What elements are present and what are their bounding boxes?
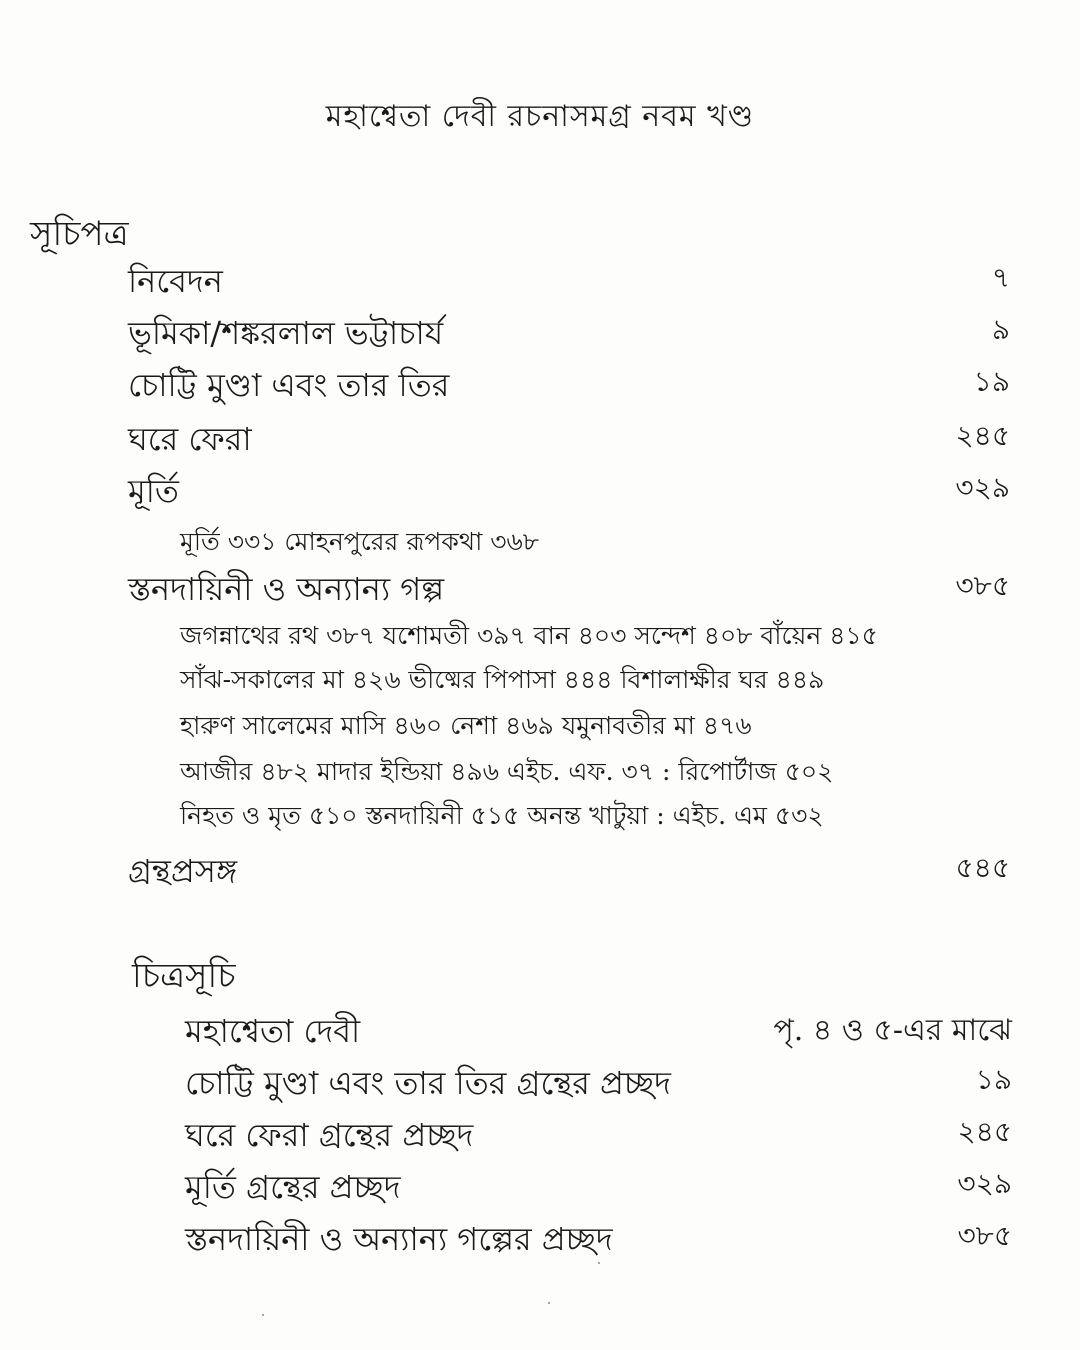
contents-heading: সূচিপত্র bbox=[30, 214, 129, 254]
toc-entry-title: নিবেদন bbox=[128, 262, 223, 300]
illustration-entry-title: স্তনদায়িনী ও অন্যান্য গল্পের প্রচ্ছদ bbox=[185, 1220, 613, 1258]
illustration-entry-page: পৃ. ৪ ও ৫-এর মাঝে bbox=[773, 1013, 1012, 1048]
story-list-line: আজীর ৪৮২ মাদার ইন্ডিয়া ৪৯৬ এইচ. এফ. ৩৭ : রিপোর্টাজ ৫০২ bbox=[180, 757, 834, 786]
toc-entry-title: চোট্টি মুণ্ডা এবং তার তির bbox=[128, 366, 450, 404]
book-title: মহাশ্বেতা দেবী রচনাসমগ্র নবম খণ্ড bbox=[325, 99, 755, 134]
illustration-entry bbox=[185, 1214, 1012, 1262]
illustration-entry bbox=[185, 1110, 1012, 1158]
illustration-entry bbox=[185, 1058, 1012, 1106]
illustrations-heading: চিত্রসূচি bbox=[132, 956, 236, 996]
illustration-entry-page: ২৪৫ bbox=[957, 1115, 1012, 1148]
toc-entry-title: ঘরে ফেরা bbox=[128, 420, 252, 458]
toc-entry-title: গ্রন্থপ্রসঙ্গ bbox=[128, 852, 238, 890]
toc-entry bbox=[128, 564, 1010, 612]
toc-entry bbox=[128, 256, 1010, 304]
toc-entry bbox=[128, 846, 1010, 894]
print-speck bbox=[548, 1302, 550, 1304]
toc-entry-page: ৫৪৫ bbox=[955, 851, 1010, 884]
story-list-line: হারুণ সালেমের মাসি ৪৬০ নেশা ৪৬৯ যমুনাবতীর মা ৪৭৬ bbox=[180, 711, 752, 740]
toc-entry bbox=[128, 308, 1010, 356]
illustration-entry-title: মূর্তি গ্রন্থের প্রচ্ছদ bbox=[185, 1168, 401, 1206]
illustration-entry bbox=[185, 1162, 1012, 1210]
illustration-entry bbox=[185, 1006, 1012, 1054]
story-list-line: জগন্নাথের রথ ৩৮৭ যশোমতী ৩৯৭ বান ৪০৩ সন্দেশ ৪০৮ বাঁয়েন ৪১৫ bbox=[180, 621, 878, 650]
toc-entry-title: ভূমিকা/শঙ্করলাল ভট্টাচার্য bbox=[128, 314, 444, 352]
story-list-line: সাঁঝ-সকালের মা ৪২৬ ভীষ্মের পিপাসা ৪৪৪ বিশালাক্ষীর ঘর ৪৪৯ bbox=[180, 665, 825, 694]
illustration-entry-title: ঘরে ফেরা গ্রন্থের প্রচ্ছদ bbox=[185, 1116, 474, 1154]
print-speck bbox=[598, 1262, 600, 1264]
illustration-entry-page: ১৯ bbox=[975, 1063, 1012, 1096]
toc-entry bbox=[128, 466, 1010, 514]
toc-entry-page: ৩৮৫ bbox=[955, 569, 1010, 602]
toc-entry bbox=[128, 360, 1010, 408]
illustration-entry-page: ৩৮৫ bbox=[957, 1219, 1012, 1252]
illustration-entry-title: মহাশ্বেতা দেবী bbox=[185, 1012, 361, 1050]
story-list-line: নিহত ও মৃত ৫১০ স্তনদায়িনী ৫১৫ অনন্ত খাটুয়া : এইচ. এম ৫৩২ bbox=[180, 801, 824, 830]
toc-entry bbox=[128, 414, 1010, 462]
toc-entry-page: ২৪৫ bbox=[955, 419, 1010, 452]
toc-entry-page: ১৯ bbox=[973, 365, 1010, 398]
toc-entry-page: ৩২৯ bbox=[955, 471, 1010, 504]
toc-entry-page: ৯ bbox=[991, 313, 1010, 346]
illustration-entry-page: ৩২৯ bbox=[957, 1167, 1012, 1200]
illustration-entry-title: চোট্টি মুণ্ডা এবং তার তির গ্রন্থের প্রচ্ছদ bbox=[185, 1064, 671, 1102]
toc-entry-page: ৭ bbox=[991, 261, 1010, 294]
toc-entry-title: মূর্তি bbox=[128, 472, 179, 510]
murti-subentries: মূর্তি ৩৩১ মোহনপুরের রূপকথা ৩৬৮ bbox=[180, 527, 539, 556]
toc-entry-title: স্তনদায়িনী ও অন্যান্য গল্প bbox=[128, 570, 445, 608]
print-speck bbox=[262, 1314, 264, 1316]
